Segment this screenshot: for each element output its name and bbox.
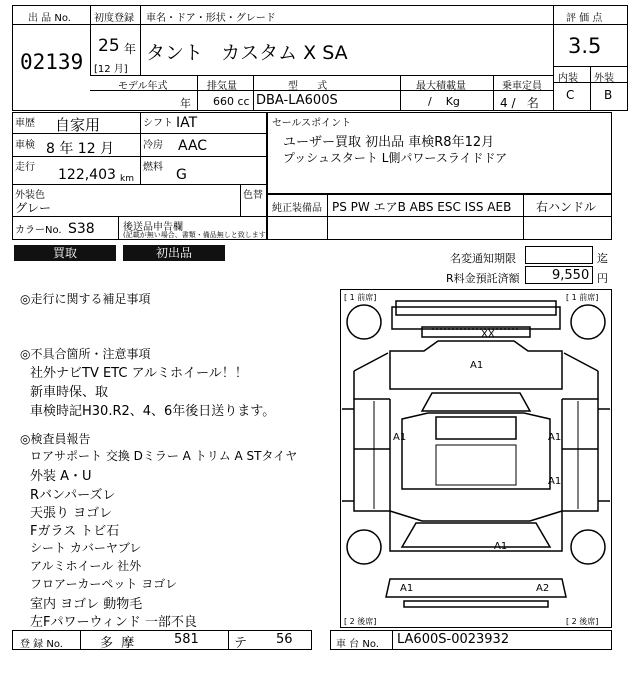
mileage-label: 走行 bbox=[15, 162, 35, 173]
history-label: 車歴 bbox=[15, 118, 35, 129]
inspector-line-3: Rバンパーズレ bbox=[30, 488, 116, 503]
color-label: 外装色 bbox=[15, 190, 45, 201]
inspector-line-1: ロアサポート 交換 Dミラー A トリム A STタイヤ bbox=[30, 449, 298, 463]
mileage-unit: km bbox=[120, 174, 134, 184]
inspector-line-4: 天張り ヨゴレ bbox=[30, 506, 113, 521]
defect-line-3: 車検時記H30.R2、4、6年後日送ります。 bbox=[30, 404, 276, 419]
name-change-deadline-box bbox=[525, 246, 593, 264]
passenger-capacity: 4 / 名 bbox=[500, 96, 539, 110]
first-registration-month: [12 月] bbox=[94, 64, 128, 75]
equipment-label: 純正装備品 bbox=[272, 203, 322, 214]
inspection-label: 車検 bbox=[15, 140, 35, 151]
rear-panel-mark: A1 bbox=[494, 541, 508, 552]
sales-point-line-2: プッシュスタート L側パワースライドドア bbox=[283, 151, 508, 165]
exterior-label: 外装 bbox=[594, 73, 614, 84]
inspection-expiry: 8 年 12 月 bbox=[46, 141, 115, 157]
model-type-label: 型 式 bbox=[288, 81, 328, 92]
corner-label-rear-left: [ 2 後席] bbox=[344, 617, 377, 626]
registration-class: 581 bbox=[174, 632, 199, 647]
roof-mark: XX bbox=[481, 329, 495, 340]
color-number-label: カラーNo. bbox=[15, 225, 62, 236]
registration-label: 登 録 No. bbox=[20, 639, 63, 650]
model-year-unit: 年 bbox=[180, 97, 191, 110]
recycle-fee-unit: 円 bbox=[597, 272, 608, 285]
sales-point-line-1: ユーザー買取 初出品 車検R8年12月 bbox=[283, 135, 495, 150]
inspector-title: ◎検査員報告 bbox=[20, 432, 91, 446]
aftermarket-note: (記載が無い場合、書類・備品無しと致します) bbox=[123, 231, 269, 239]
displacement-label: 排気量 bbox=[207, 81, 237, 92]
registration-kana: テ bbox=[234, 636, 248, 651]
body-color: グレー bbox=[15, 201, 52, 215]
inspector-line-10: 左Fパワーウィンド 一部不良 bbox=[30, 615, 197, 630]
corner-label-front-left: [ 1 前席] bbox=[344, 293, 377, 302]
defects-title: ◎不具合箇所・注意事項 bbox=[20, 347, 151, 361]
fuel-label: 燃料 bbox=[143, 162, 163, 173]
displacement: 660 cc bbox=[213, 95, 250, 108]
registration-number: 56 bbox=[276, 632, 293, 647]
corner-label-front-right: [ 1 前席] bbox=[566, 293, 599, 302]
score-label: 評 価 点 bbox=[566, 13, 603, 24]
max-load: / Kg bbox=[428, 95, 460, 108]
inspector-line-9: 室内 ヨゴレ 動物毛 bbox=[30, 597, 143, 612]
model-year-label: モデル年式 bbox=[118, 81, 168, 92]
ac-label: 冷房 bbox=[143, 140, 163, 151]
capacity-label: 乗車定員 bbox=[502, 81, 542, 92]
chassis-label: 車 台 No. bbox=[336, 639, 379, 650]
sales-point-label: セールスポイント bbox=[272, 118, 352, 129]
car-name: タント カスタム X SA bbox=[146, 42, 348, 64]
recycle-fee: 9,550 bbox=[552, 268, 590, 283]
color-number: S38 bbox=[68, 221, 95, 237]
car-outline bbox=[340, 289, 612, 628]
lot-number-label: 出 品 No. bbox=[28, 13, 71, 24]
year-unit: 年 bbox=[124, 42, 137, 56]
chassis-number: LA600S-0023932 bbox=[397, 632, 510, 647]
rear-bumper-right-mark: A2 bbox=[536, 583, 550, 594]
exterior-grade: B bbox=[604, 88, 613, 102]
transmission: IAT bbox=[176, 115, 198, 131]
left-fender-mark: A1 bbox=[393, 432, 407, 443]
defect-line-2: 新車時保、取 bbox=[30, 385, 109, 400]
recycle-fee-box bbox=[525, 266, 593, 284]
first-listing-badge: 初出品 bbox=[123, 245, 225, 261]
vehicle-history: 自家用 bbox=[55, 116, 101, 134]
aftermarket-label: 後送品申告欄 bbox=[123, 222, 183, 233]
name-change-deadline-unit: 迄 bbox=[597, 252, 608, 265]
mileage: 122,403 bbox=[58, 167, 116, 183]
color-change-label: 色替 bbox=[243, 190, 263, 201]
first-registration-year: 25 bbox=[98, 36, 120, 56]
registration-area: 多 摩 bbox=[100, 636, 135, 651]
driving-remarks-title: ◎走行に関する補足事項 bbox=[20, 292, 151, 306]
inspector-line-7: アルミホイール 社外 bbox=[30, 559, 142, 573]
hood-mark: A1 bbox=[470, 360, 484, 371]
name-change-deadline-label: 名変通知期限 bbox=[450, 252, 516, 265]
recycle-fee-label: R料金預託済額 bbox=[446, 272, 520, 285]
air-conditioning: AAC bbox=[178, 138, 208, 154]
interior-grade: C bbox=[566, 88, 575, 102]
rear-bumper-left-mark: A1 bbox=[400, 583, 414, 594]
lot-number: 02139 bbox=[20, 50, 84, 74]
inspector-line-5: Fガラス トビ石 bbox=[30, 524, 120, 539]
fuel-type: G bbox=[176, 167, 187, 183]
first-registration-label: 初度登録 bbox=[94, 13, 134, 24]
right-door-mark: A1 bbox=[548, 476, 562, 487]
inspector-line-2: 外装 A・U bbox=[30, 469, 92, 484]
car-name-label: 車名・ドア・形状・グレード bbox=[146, 13, 276, 24]
interior-label: 内装 bbox=[558, 73, 578, 84]
right-fender-mark: A1 bbox=[548, 432, 562, 443]
model-type: DBA-LA600S bbox=[256, 93, 338, 108]
inspector-line-8: フロアーカーペット ヨゴレ bbox=[30, 577, 178, 591]
defect-line-1: 社外ナビTV ETC アルミホイール！！ bbox=[30, 366, 248, 381]
shift-label: シフト bbox=[143, 118, 173, 129]
inspector-line-6: シート カバーヤブレ bbox=[30, 541, 142, 555]
steering-side: 右ハンドル bbox=[536, 200, 597, 214]
buyback-badge: 買取 bbox=[14, 245, 116, 261]
auction-score: 3.5 bbox=[568, 34, 602, 58]
equipment-list: PS PW エアB ABS ESC ISS AEB bbox=[332, 200, 512, 214]
corner-label-rear-right: [ 2 後席] bbox=[566, 617, 599, 626]
max-load-label: 最大積載量 bbox=[416, 81, 466, 92]
